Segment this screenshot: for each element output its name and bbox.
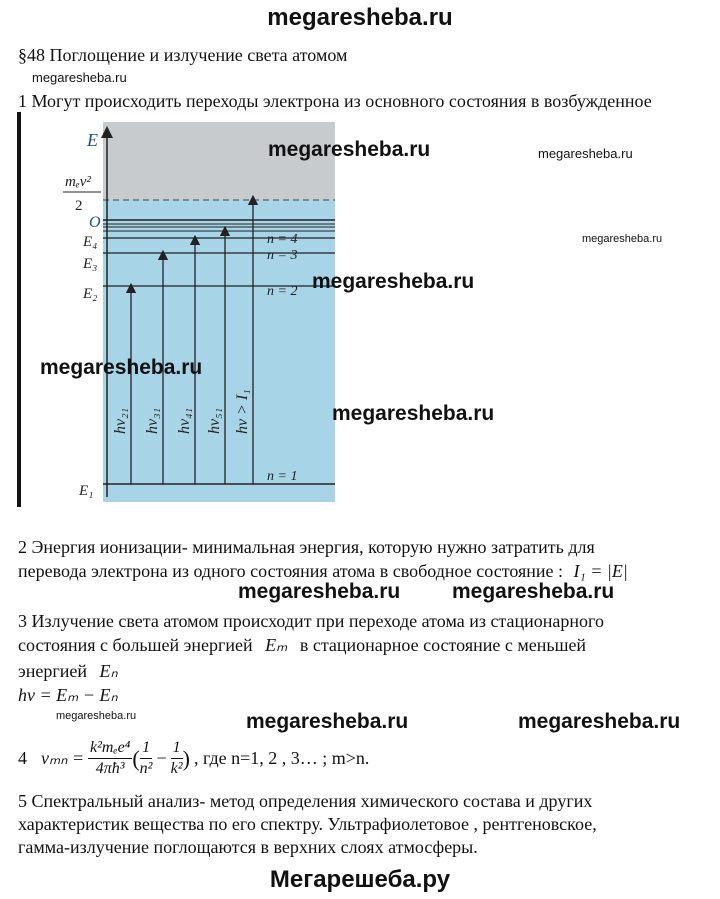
level-label-e2: E₂ — [83, 286, 98, 302]
energy-em: Eₘ — [265, 635, 288, 655]
watermark: megaresheba.ru — [246, 710, 409, 733]
question-5-line1: 5 Спектральный анализ- метод определения химического состава и других — [18, 791, 593, 811]
question-3-line1: 3 Излучение света атомом происходит при переходе атома из стационарного — [18, 611, 604, 631]
kinetic-denominator: 2 — [75, 198, 83, 214]
watermark: megaresheba.ru — [452, 580, 615, 603]
site-title: megaresheba.ru — [267, 4, 453, 31]
question-3-text-a: состояния с большей энергией — [18, 635, 253, 655]
emission-formula: hν = Eₘ − Eₙ — [18, 685, 118, 705]
question-2-text: перевода электрона из одного состояния атома в свободное состояние : — [18, 561, 564, 581]
frequency-lhs: νₘₙ = — [41, 747, 85, 768]
watermark: megaresheba.ru — [538, 146, 633, 161]
question-2-line1: 2 Энергия ионизации- минимальная энергия, которую нужно затратить для — [18, 537, 595, 557]
left-margin-bar — [17, 112, 21, 507]
bound-region — [103, 200, 335, 502]
energy-level-diagram — [17, 112, 337, 512]
question-3-line2 — [18, 634, 586, 657]
fraction-1-denominator: 4πħ³ — [95, 759, 125, 777]
level-label-e1: E₁ — [79, 483, 94, 499]
question-4-condition: , где n=1, 2 , 3… ; m>n. — [193, 747, 370, 768]
question-5-line2: характеристик вещества по его спектру. Ультрафиолетовое , рентгеновское, — [18, 814, 597, 834]
watermark: megaresheba.ru — [312, 270, 475, 293]
watermark: megaresheba.ru — [518, 710, 681, 733]
question-4-label: 4 — [18, 747, 27, 768]
fraction-2-numerator: 1 — [140, 738, 153, 759]
question-4: 4 νₘₙ = $\frac{\text{k²mₑe⁴}}{\text{4πħ³}}$ ( $\frac{1}{\text{n²}}$ − $\frac{1}{\text{k²}}$ ) , где n=1, 2 , 3… ; m>n. — [18, 738, 370, 777]
fraction-1-numerator: k²mₑe⁴ — [88, 738, 132, 759]
watermark: megaresheba.ru — [56, 710, 137, 722]
level-n3: n = 3 — [267, 248, 298, 263]
fraction-3 — [171, 738, 183, 779]
arrow-label-51: hν₅₁ — [206, 407, 223, 434]
fraction-3-denominator: k² — [170, 759, 183, 777]
footer-brand: Мегарешеба.ру — [269, 866, 451, 893]
fraction-2-denominator: n² — [139, 759, 153, 777]
question-3-line3 — [18, 660, 118, 683]
kinetic-numerator: mₑv² — [65, 174, 91, 190]
level-n4: n = 4 — [267, 232, 298, 247]
question-3-text-c: энергией — [18, 661, 87, 681]
zero-label: O — [89, 214, 101, 231]
question-1: 1 Могут происходить переходы электрона из основного состояния в возбужденное — [18, 91, 652, 111]
watermark: megaresheba.ru — [582, 233, 663, 245]
fraction-2 — [140, 738, 153, 779]
arrow-label-31: hν₃₁ — [144, 407, 161, 434]
question-5-line3: гамма-излучение поглощаются в верхних слоях атмосферы. — [18, 837, 478, 857]
fraction-3-numerator: 1 — [171, 738, 183, 759]
watermark: megaresheba.ru — [268, 138, 431, 161]
level-label-e3: E₃ — [83, 256, 98, 272]
section-title: §48 Поглощение и излучение света атомом — [18, 45, 348, 65]
arrow-label-41: hν₄₁ — [176, 407, 193, 434]
watermark: megaresheba.ru — [32, 70, 127, 85]
arrow-label-21: hν₂₁ — [112, 407, 129, 434]
watermark: megaresheba.ru — [332, 402, 495, 425]
watermark: megaresheba.ru — [40, 356, 203, 379]
level-n1: n = 1 — [267, 469, 298, 484]
ionization-formula: I₁ = |E| — [573, 561, 628, 581]
arrow-label-ionization: hν > I₁ — [234, 389, 251, 434]
question-3-text-b: в стационарное состояние с меньшей — [299, 635, 587, 655]
axis-label-e: E — [87, 130, 98, 150]
fraction-1 — [88, 738, 132, 779]
watermark: megaresheba.ru — [238, 580, 401, 603]
level-label-e4: E₄ — [83, 234, 98, 250]
energy-en: Eₙ — [99, 661, 118, 681]
level-n2: n = 2 — [267, 284, 298, 299]
